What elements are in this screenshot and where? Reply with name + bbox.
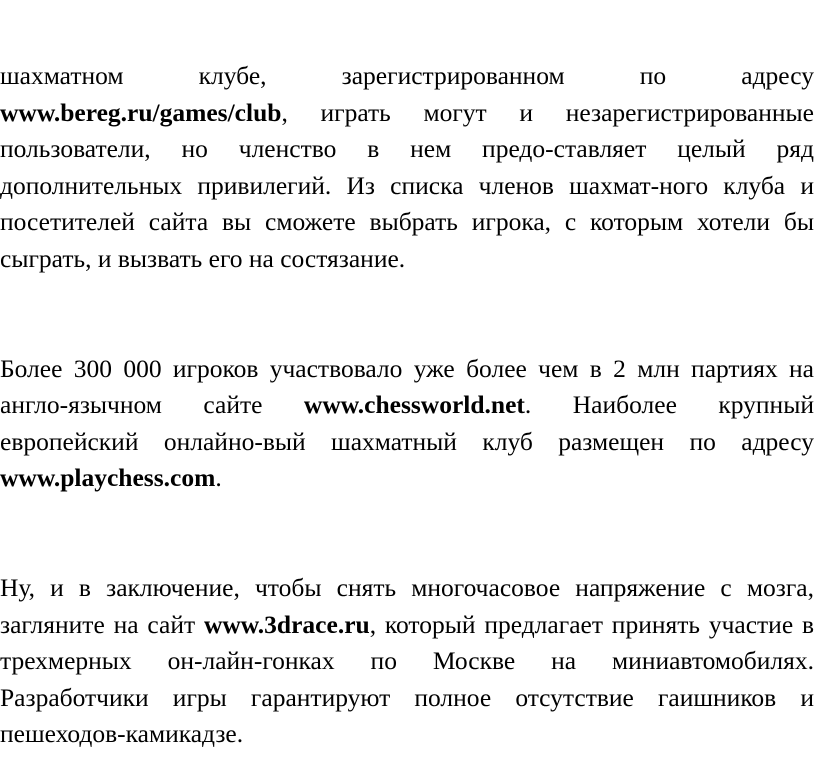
paragraph-text: . [215, 463, 222, 493]
paragraph-3drace [0, 570, 814, 753]
paragraph-text: , который предлагает принять участие в трехмерных он-лайн-гонках по Москве на миниавтомобилях. Разработчики игры гарантируют полное отсутствие гаишников и пешеходов-камикадзе. [0, 609, 815, 749]
paragraph-text: Ну, и в заключение, чтобы снять многочасовое напряжение с мозга, загляните на сайт [0, 572, 814, 639]
link-playchess[interactable]: www.playchess.com [0, 463, 216, 493]
paragraph-chess-club [0, 58, 814, 278]
link-3drace[interactable]: www.3drace.ru [203, 609, 370, 639]
paragraph-text: , играть могут и незарегистрированные пользователи, но членство в нем предо-ставляет целый ряд дополнительных привилегий. Из списка членов шахмат-ного клуба и посетителей сайта вы сможете выбрать игрока, с которым хотели бы сыграть, и вызвать его на состязание. [0, 97, 814, 273]
link-bereg-club[interactable]: www.bereg.ru/games/club [0, 97, 282, 127]
paragraph-text: Более 300 000 игроков участвовало уже более чем в 2 млн партиях на англо-язычном сайте [0, 353, 814, 420]
paragraph-text: шахматном клубе, зарегистрированном по адресу [0, 61, 814, 90]
paragraph-chessworld [0, 351, 814, 497]
link-chessworld[interactable]: www.chessworld.net [303, 390, 525, 420]
document-body [0, 58, 814, 753]
paragraph-text: . Наиболее крупный европейский онлайно-вый шахматный клуб размещен по адресу [0, 390, 814, 456]
